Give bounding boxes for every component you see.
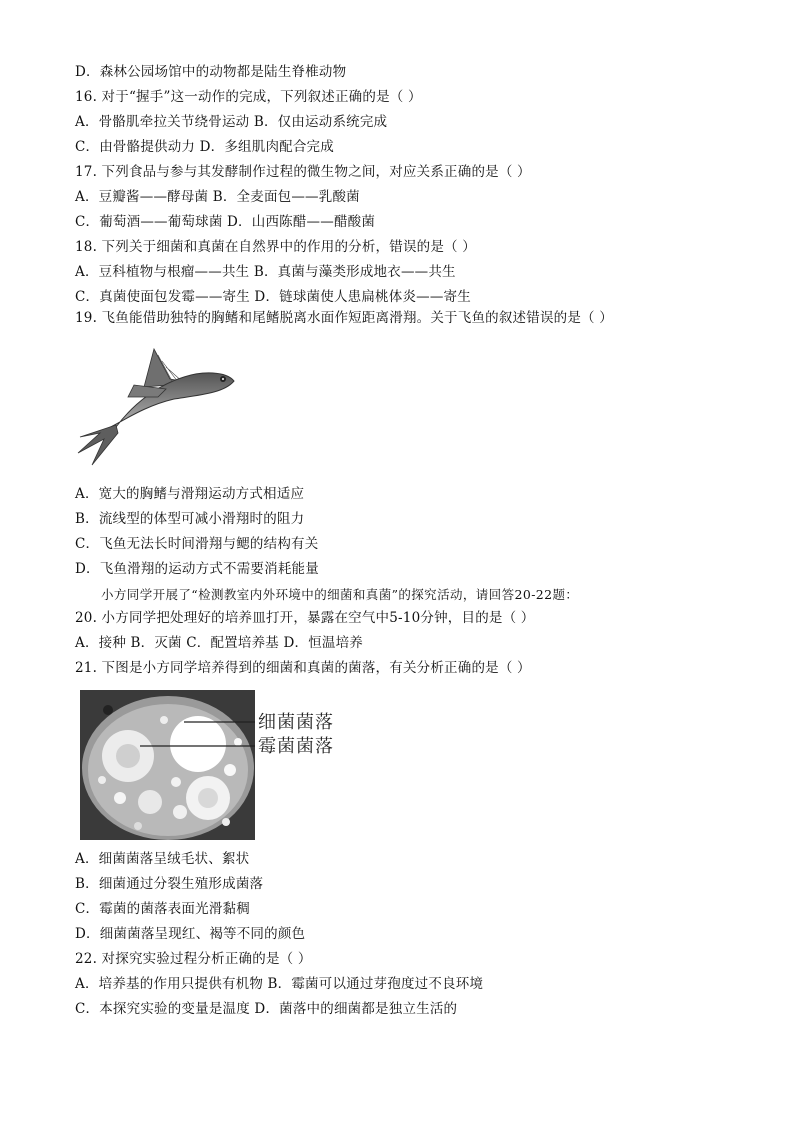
q18-stem: 18. 下列关于细菌和真菌在自然界中的作用的分析，错误的是（ ）	[75, 239, 476, 255]
q18-options-cd: C．真菌使面包发霉——寄生 D．链球菌使人患扁桃体炎——寄生	[75, 289, 471, 305]
q19-option-c: C．飞鱼无法长时间滑翔与鳃的结构有关	[75, 536, 319, 552]
q19-option-b: B．流线型的体型可减小滑翔时的阻力	[75, 511, 305, 527]
q21-option-b: B．细菌通过分裂生殖形成菌落	[75, 876, 264, 892]
q20-options: A．接种 B．灭菌 C．配置培养基 D．恒温培养	[75, 635, 363, 651]
q16-options-ab: A．骨骼肌牵拉关节绕骨运动 B．仅由运动系统完成	[75, 114, 388, 130]
q15-option-d: D．森林公园场馆中的动物都是陆生脊椎动物	[75, 64, 347, 80]
q22-stem: 22. 对探究实验过程分析正确的是（ ）	[75, 951, 312, 967]
flying-fish-figure	[74, 345, 240, 467]
label-bacteria-colony: 细菌菌落	[258, 712, 334, 733]
activity-intro: 小方同学开展了“检测教室内外环境中的细菌和真菌”的探究活动，请回答20-22题：	[101, 587, 579, 602]
q16-stem: 16. 对于“握手”这一动作的完成，下列叙述正确的是（ ）	[75, 89, 422, 105]
q22-options-ab: A．培养基的作用只提供有机物 B．霉菌可以通过芽孢度过不良环境	[75, 976, 484, 992]
q19-option-a: A．宽大的胸鳍与滑翔运动方式相适应	[75, 486, 305, 502]
q21-option-a: A．细菌菌落呈绒毛状、絮状	[75, 851, 250, 867]
q22-options-cd: C．本探究实验的变量是温度 D．菌落中的细菌都是独立生活的	[75, 1001, 458, 1017]
q17-stem: 17. 下列食品与参与其发酵制作过程的微生物之间，对应关系正确的是（ ）	[75, 164, 531, 180]
q19-stem: 19. 飞鱼能借助独特的胸鳍和尾鳍脱离水面作短距离滑翔。关于飞鱼的叙述错误的是（ ）	[75, 310, 613, 326]
label-mold-colony: 霉菌菌落	[258, 736, 334, 757]
q17-options-ab: A．豆瓣酱——酵母菌 B．全麦面包——乳酸菌	[75, 189, 360, 205]
q16-options-cd: C．由骨骼提供动力 D．多组肌肉配合完成	[75, 139, 334, 155]
q17-options-cd: C．葡萄酒——葡萄球菌 D．山西陈醋——醋酸菌	[75, 214, 376, 230]
q19-option-d: D．飞鱼滑翔的运动方式不需要消耗能量	[75, 561, 319, 577]
q21-stem: 21. 下图是小方同学培养得到的细菌和真菌的菌落，有关分析正确的是（ ）	[75, 660, 531, 676]
q20-stem: 20. 小方同学把处理好的培养皿打开，暴露在空气中5-10分钟，目的是（ ）	[75, 610, 535, 626]
q21-option-c: C．霉菌的菌落表面光滑黏稠	[75, 901, 250, 917]
q21-option-d: D．细菌菌落呈现红、褐等不同的颜色	[75, 926, 306, 942]
q18-options-ab: A．豆科植物与根瘤——共生 B．真菌与藻类形成地衣——共生	[75, 264, 456, 280]
petri-dish-figure	[80, 690, 255, 840]
